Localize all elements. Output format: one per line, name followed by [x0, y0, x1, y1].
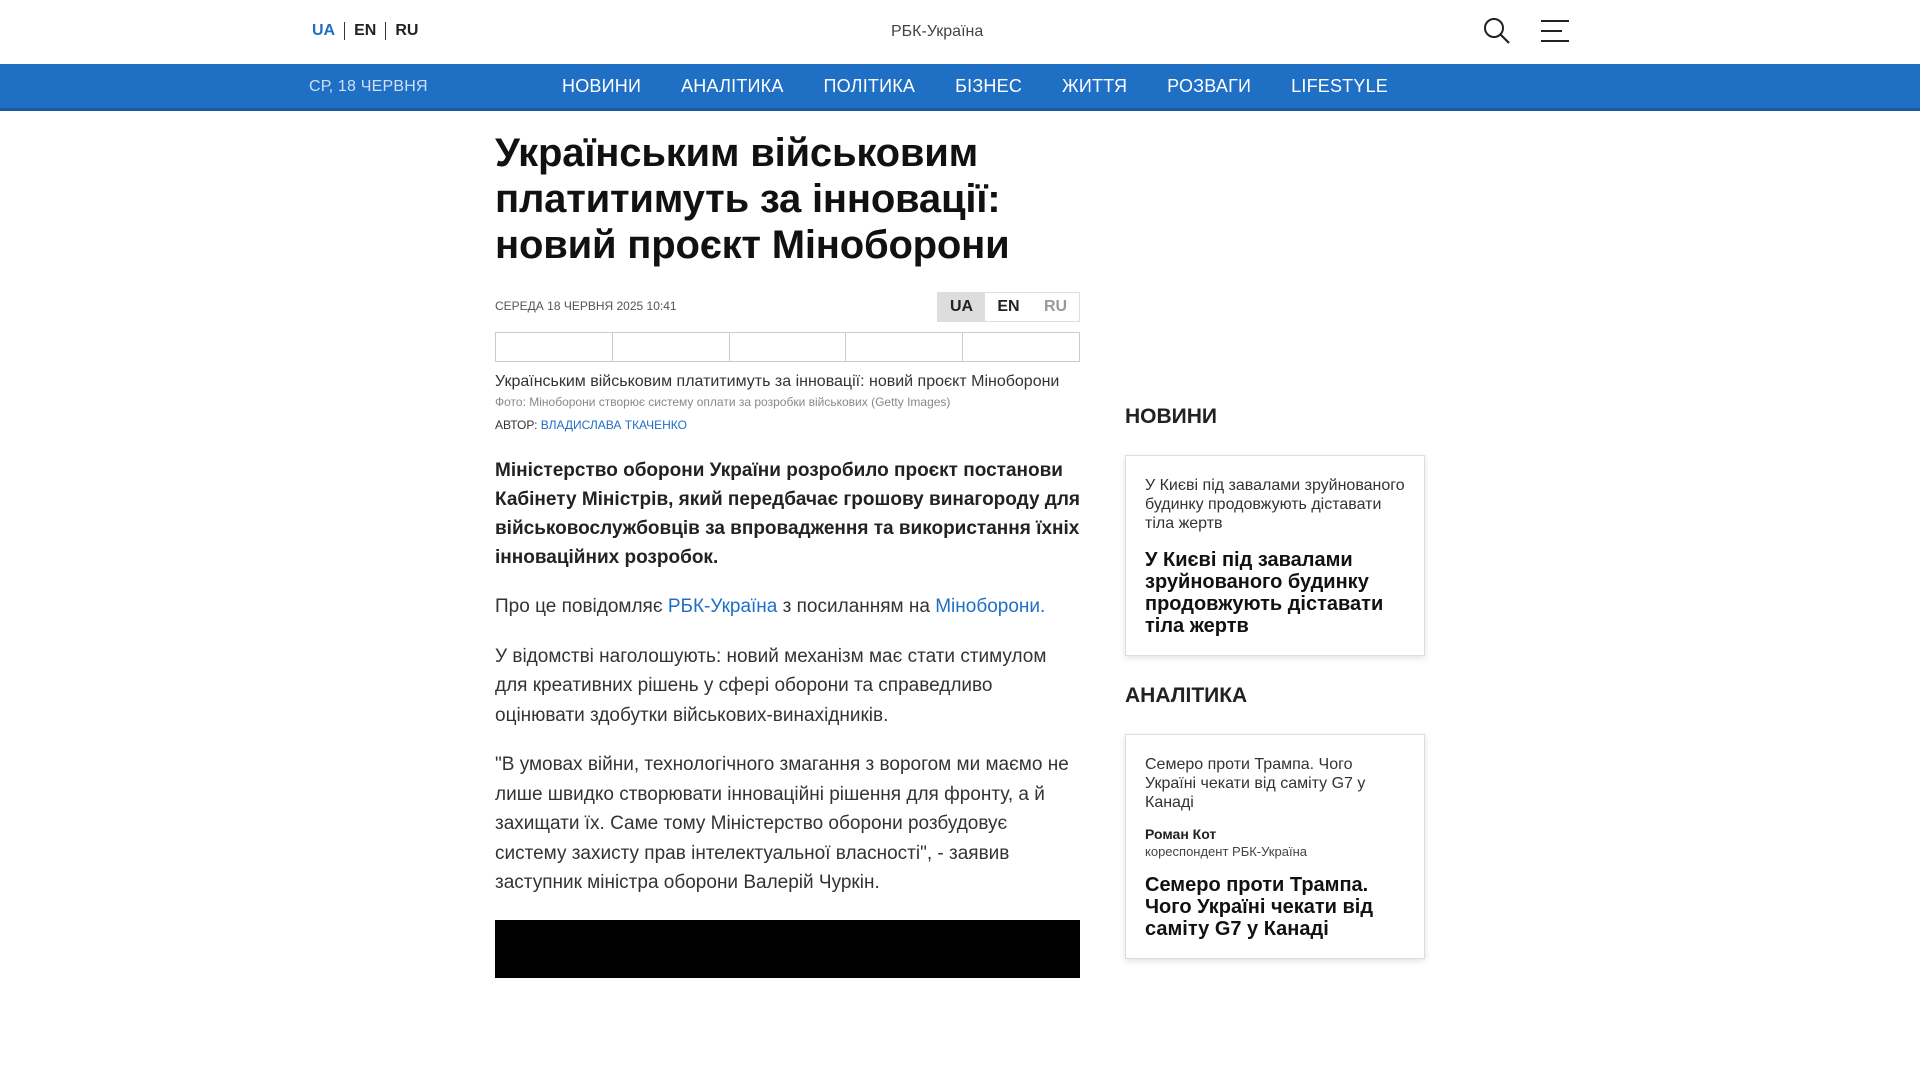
nav-item-business[interactable]: БІЗНЕС: [955, 76, 1023, 96]
analytics-card-author: Роман Кот: [1145, 826, 1217, 842]
share-button[interactable]: [963, 333, 1079, 361]
share-button[interactable]: [846, 333, 963, 361]
news-section: [1125, 405, 1425, 656]
lang-ua-link[interactable]: UA: [312, 22, 336, 39]
mod-link[interactable]: Міноборони.: [935, 596, 1046, 617]
main-nav: [0, 64, 1920, 111]
article-lang-ru: RU: [1043, 298, 1068, 315]
news-card[interactable]: [1125, 455, 1425, 656]
nav-item-politics[interactable]: ПОЛІТИКА: [823, 76, 916, 96]
article-main-image: Українським військовим платитимуть за інновації: новий проєкт Міноборони: [495, 373, 1060, 390]
share-button[interactable]: [730, 333, 847, 361]
paragraph-text: з посиланням на: [777, 596, 936, 617]
analytics-section-title[interactable]: АНАЛІТИКА: [1125, 684, 1248, 707]
video-player[interactable]: [495, 920, 1080, 978]
analytics-card-image: Семеро проти Трампа. Чого Україні чекати від саміту G7 у Канаді: [1145, 756, 1366, 811]
nav-item-life[interactable]: ЖИТТЯ: [1062, 76, 1128, 96]
article-language-switcher: [937, 292, 1080, 322]
article-meta: [495, 292, 1080, 322]
share-button[interactable]: [496, 333, 613, 361]
article-paragraph: "В умовах війни, технологічного змагання з ворогом ми маємо не лише швидко створювати інноваційні рішення для фронту, а й захищати їх. Саме тому Міністерство оборони розбудовує систему захисту прав інтелектуальної власності", - заявив заступник міністра оборони Валерій Чуркін.: [495, 754, 1069, 893]
article-author: [495, 418, 1080, 432]
author-link[interactable]: ВЛАДИСЛАВА ТКАЧЕНКО: [540, 418, 687, 432]
publish-date: СЕРЕДА 18 ЧЕРВНЯ 2025 10:41: [495, 299, 677, 313]
article-title: Українським військовим платитимуть за інновації: новий проєкт Міноборони: [495, 131, 1010, 267]
article-lead: Міністерство оборони України розробило проєкт постанови Кабінету Міністрів, який передбачає грошову винагороду для військовослужбовців за впровадження та використання їхніх інноваційних розробок.: [495, 460, 1081, 568]
analytics-card-author-role: кореспондент РБК-Україна: [1145, 844, 1307, 859]
article-paragraph: У відомстві наголошують: новий механізм має стати стимулом для креативних рішень у сфері оборони та справедливо оцінювати здобутки військових-винахідників.: [495, 645, 1047, 726]
news-card-image: У Києві під завалами зруйнованого будинку продовжують діставати тіла жертв: [1145, 477, 1405, 532]
share-button[interactable]: [613, 333, 730, 361]
nav-date: СР, 18 ЧЕРВНЯ: [309, 78, 428, 95]
analytics-section: [1125, 684, 1425, 959]
search-icon[interactable]: [1482, 16, 1512, 46]
analytics-card[interactable]: [1125, 734, 1425, 959]
share-buttons: [495, 332, 1080, 362]
news-section-title[interactable]: НОВИНИ: [1125, 405, 1218, 428]
news-card-headline[interactable]: У Києві під завалами зруйнованого будинку продовжують діставати тіла жертв: [1145, 549, 1384, 637]
nav-item-news[interactable]: НОВИНИ: [562, 76, 642, 96]
lang-ru-link[interactable]: RU: [395, 22, 419, 39]
article-paragraph: [495, 592, 1080, 622]
language-switcher: [312, 22, 427, 40]
article-lang-en[interactable]: EN: [997, 298, 1020, 315]
nav-items: [562, 76, 1428, 97]
lang-en-link[interactable]: EN: [354, 22, 377, 39]
paragraph-text: Про це повідомляє: [495, 596, 668, 617]
rbc-ukraine-link[interactable]: РБК-Україна: [667, 596, 778, 617]
nav-item-analytics[interactable]: АНАЛІТИКА: [681, 76, 784, 96]
article: [495, 130, 1080, 978]
nav-item-lifestyle[interactable]: LIFESTYLE: [1291, 76, 1388, 96]
article-lang-ua[interactable]: UA: [938, 293, 985, 321]
author-label: АВТОР:: [495, 418, 538, 432]
hamburger-menu-icon[interactable]: [1540, 18, 1570, 44]
site-header: [0, 0, 1920, 64]
sidebar: [1125, 405, 1425, 959]
nav-item-entertainment[interactable]: РОЗВАГИ: [1167, 76, 1252, 96]
analytics-card-headline[interactable]: Семеро проти Трампа. Чого Україні чекати від саміту G7 у Канаді: [1145, 874, 1374, 940]
site-logo[interactable]: РБК-Україна: [891, 23, 984, 40]
image-caption: Фото: Міноборони створює систему оплати за розробки військових (Getty Images): [495, 395, 951, 409]
